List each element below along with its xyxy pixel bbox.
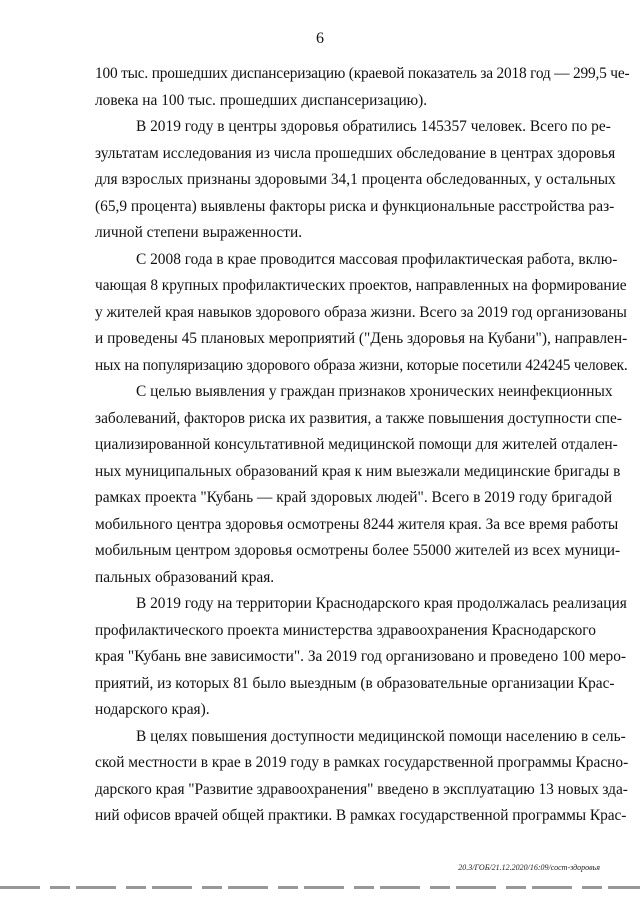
text-line: мобильным центром здоровья осмотрены более 55000 жителей из всех муници- [95,542,621,559]
text-line: (65,9 процента) выявлены факторы риска и функциональные расстройства раз- [95,197,615,215]
text-line: приятий, из которых 81 было выездным (в образовательные организации Крас- [95,674,615,692]
text-line: В целях повышения доступности медицинской помощи населению в сель- [136,727,626,745]
text-line: дарского края "Развитие здравоохранения" введено в эксплуатацию 13 новых зда- [95,780,628,798]
text-line: нодарского края). [95,701,210,718]
text-line: и проведены 45 плановых мероприятий ("День здоровья на Кубани"), направлен- [95,330,628,347]
document-body [95,61,629,830]
text-line: личной степени выраженности. [95,224,303,241]
text-line: циализированной консультативной медицинской помощи для жителей отдален- [95,436,618,453]
text-line: края "Кубань вне зависимости". За 2019 год организовано и проведено 100 меро- [95,648,627,665]
text-line: заболеваний, факторов риска их развития, а также повышения доступности спе- [95,409,622,427]
text-line: рамках проекта "Кубань — край здоровых людей". Всего в 2019 году бригадой [95,489,613,506]
text-line: 100 тыс. прошедших диспансеризацию (краевой показатель за 2018 год — 299,5 че- [95,65,630,82]
paragraph-mobile-brigades [95,379,629,591]
text-line: мобильного центра здоровья осмотрены 8244 жителя края. За все время работы [95,515,619,533]
text-line: ской местности в крае в 2019 году в рамках государственной программы Красно- [95,754,629,771]
text-line: пальных образований края. [95,568,275,586]
text-line: чающая 8 крупных профилактических проектов, направленных на формирование [95,277,627,294]
paragraph-rural-offices [95,724,629,830]
text-line: для взрослых признаны здоровыми 34,1 процента обследованных, у остальных [95,171,616,188]
text-line: В 2019 году на территории Краснодарского края продолжалась реализация [136,595,627,612]
text-line: С целью выявления у граждан признаков хронических неинфекционных [136,383,613,400]
text-line: ловека на 100 тыс. прошедших диспансеризацию). [95,91,428,109]
text-line: ных на популяризацию здорового образа жизни, которые посетили 424245 человек. [95,356,628,374]
paragraph-continuation [95,61,629,114]
paragraph-kuban-independence [95,591,629,724]
page-bottom-edge [0,886,640,889]
paragraph-prevention-work [95,247,629,380]
text-line: ных муниципальных образований края к ним выезжали медицинские бригады в [95,462,621,480]
paragraph-health-centers [95,114,629,247]
document-footer-code: 20.3/ГОБ/21.12.2020/16:09/сост-здоровья [458,863,600,872]
page-number: 6 [316,30,324,47]
text-line: ний офисов врачей общей практики. В рамках государственной программы Крас- [95,807,627,824]
text-line: В 2019 году в центры здоровья обратились 145357 человек. Всего по ре- [136,118,611,135]
text-line: С 2008 года в крае проводится массовая профилактическая работа, вклю- [136,250,618,268]
text-line: у жителей края навыков здорового образа жизни. Всего за 2019 год организованы [95,303,627,321]
text-line: профилактического проекта министерства здравоохранения Краснодарского [95,621,596,639]
text-line: зультатам исследования из числа прошедших обследование в центрах здоровья [95,144,616,162]
